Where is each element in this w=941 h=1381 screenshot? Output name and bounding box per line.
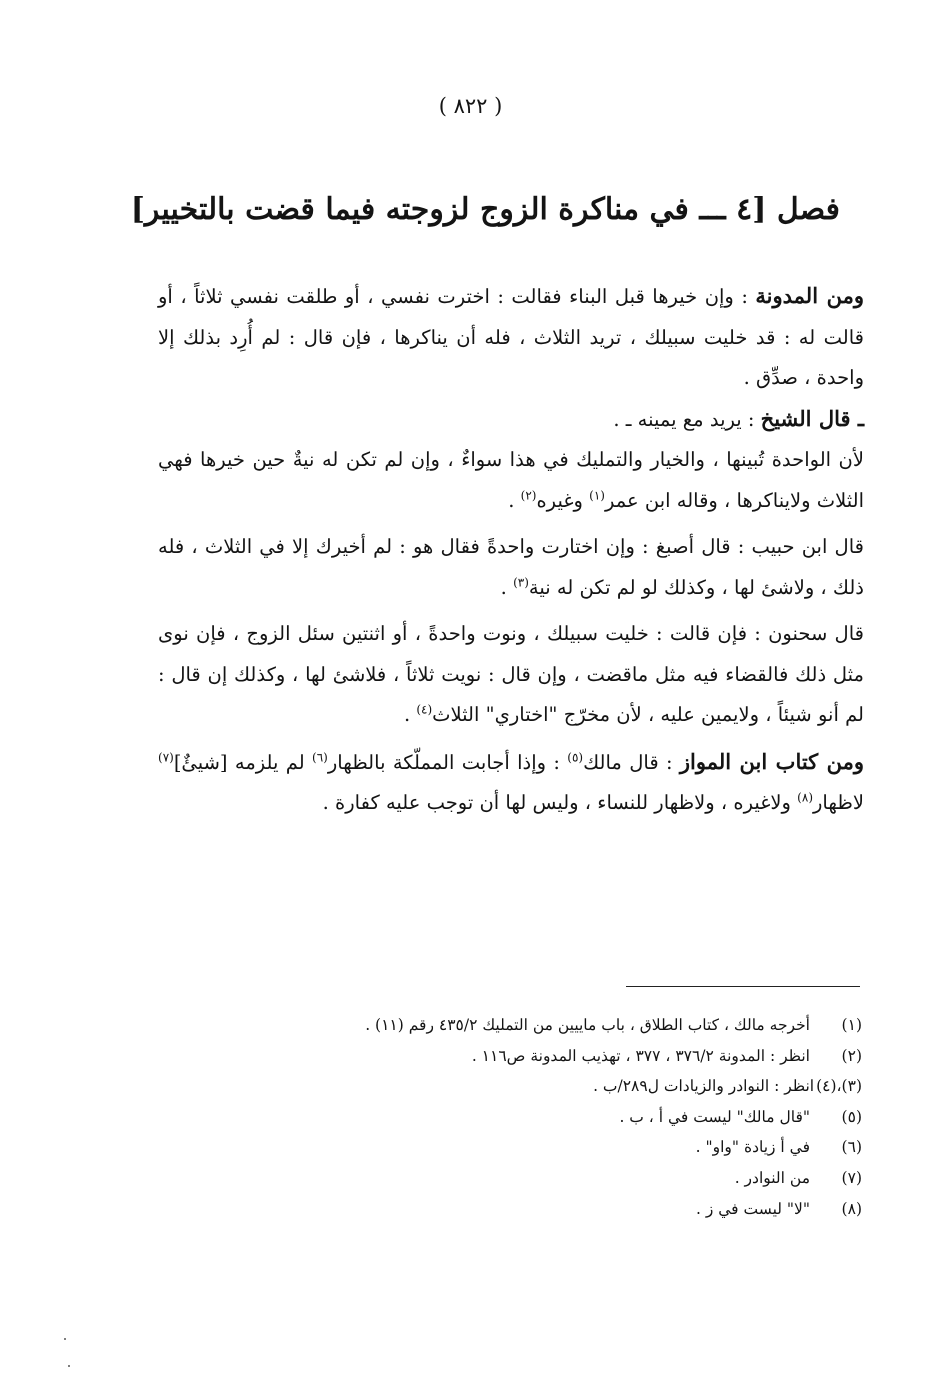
paragraph (158, 399, 864, 441)
footnote-number: (٢) (841, 1046, 862, 1065)
footnote-number: (٣)،(٤) (816, 1077, 862, 1096)
paragraph-text: : يريد مع يمينه ـ . (613, 407, 761, 431)
paragraph (158, 742, 864, 824)
paragraph-text: : وإن خيرها قبل البناء فقالت : اخترت نفسي ، أو طلقت نفسي ثلاثاً ، أو قالت له : قد خليت سبيلك ، تريد الثلاث ، فله أن يناكرها ، فإن قال : لم أُرِد بذلك إلا واحدة ، صدِّق . (158, 285, 864, 389)
page-number: ( ٨٢٢ ) (438, 94, 503, 118)
footnote (200, 1010, 862, 1041)
footnote-ref[interactable]: (٥) (567, 750, 584, 764)
paragraph (158, 527, 864, 608)
paragraph-lead: ومن كتاب ابن المواز (679, 748, 865, 774)
paragraph-text: ولاغيره ، ولاظهار للنساء ، وليس لها أن توجب عليه كفارة . (322, 791, 798, 814)
footnote-number: (٧) (841, 1168, 862, 1187)
footnotes (200, 1010, 862, 1224)
paragraph-text: . (508, 488, 521, 512)
footnote-number: (٦) (841, 1138, 862, 1157)
footnote (200, 1194, 862, 1225)
chapter-title: فصل [٤ ـــ في مناكرة الزوج لزوجته فيما قضت بالتخيير] (130, 192, 840, 227)
footnote-number: (٨) (841, 1199, 862, 1218)
footnote-ref[interactable]: (٤) (416, 702, 433, 717)
paragraph-text: قال سحنون : فإن قالت : خليت سبيلك ، ونوت واحدةً ، أو اثنتين سئل الزوج ، فإن نوى مثل ذلك فالقضاء فيه مثل ماقضت ، وإن قال : نويت ثلاثاً ، فلاشئ لها ، وكذلك إن قال : لم أنو شيئاً ، ولايمين عليه ، لأن مخرّج "اختاري" الثلاث (158, 622, 864, 726)
paragraph-lead: ومن المدونة (755, 283, 865, 308)
footnote-text: "قال مالك" ليست في أ ، ب . (619, 1107, 810, 1126)
footnote-text: انظر : النوادر والزيادات ل٢٨٩/ب . (593, 1077, 815, 1096)
paragraph-lead: ـ قال الشيخ (760, 405, 864, 431)
footnote-ref[interactable]: (٧) (158, 750, 174, 764)
footnote-ref[interactable]: (٢) (520, 488, 537, 502)
paragraph-text: لأن الواحدة تُبينها ، والخيار والتمليك في هذا سواءٌ ، وإن لم تكن له نيةٌ حين خيرها فهي الثلاث ولايناكرها ، وقاله ابن عمر (158, 448, 864, 512)
footnote (200, 1071, 862, 1102)
paragraph-text: : وإذا أجابت المملّكة بالظهار (327, 750, 568, 774)
scan-speck (64, 1338, 66, 1340)
footnote (200, 1163, 862, 1194)
footnote-ref[interactable]: (١) (589, 488, 605, 502)
footnote (200, 1102, 862, 1133)
paragraph-text: وغيره (536, 488, 590, 512)
paragraph-text: لاظهار (813, 791, 864, 814)
paragraph (158, 440, 864, 521)
paragraph (158, 614, 864, 736)
footnote-text: انظر : المدونة ٣٧٦/٢ ، ٣٧٧ ، تهذيب المدونة ص١١٦ . (471, 1046, 810, 1065)
footnote-number: (٥) (841, 1107, 862, 1126)
scan-speck (68, 1365, 70, 1367)
footnote (200, 1132, 862, 1163)
footnote-separator (626, 986, 860, 987)
footnote-ref[interactable]: (٣) (513, 575, 529, 589)
footnote-text: في أ زيادة "واو" . (695, 1138, 810, 1157)
footnote-text: "لا" ليست في ز . (696, 1199, 810, 1218)
paragraph-text: . (500, 575, 514, 599)
footnote-ref[interactable]: (٨) (797, 790, 813, 805)
footnote-number: (١) (841, 1016, 862, 1034)
main-text (158, 276, 864, 824)
paragraph-text: لم يلزمه [شيئٌ] (173, 750, 313, 774)
paragraph (158, 276, 864, 399)
footnote (200, 1041, 862, 1072)
footnote-text: من النوادر . (734, 1168, 810, 1187)
paragraph-text: : قال مالك (583, 750, 680, 774)
paragraph-text: . (403, 703, 417, 726)
paragraph-text: قال ابن حبيب : قال أصبغ : وإن اختارت واحدةً فقال هو : لم أخيرك إلا في الثلاث ، فله ذلك ، ولاشئ لها ، وكذلك لو لم تكن له نية (158, 535, 864, 599)
footnote-ref[interactable]: (٦) (312, 750, 328, 764)
footnote-text: أخرجه مالك ، كتاب الطلاق ، باب ماييين من التمليك ٤٣٥/٢ رقم (١١) . (365, 1016, 810, 1034)
